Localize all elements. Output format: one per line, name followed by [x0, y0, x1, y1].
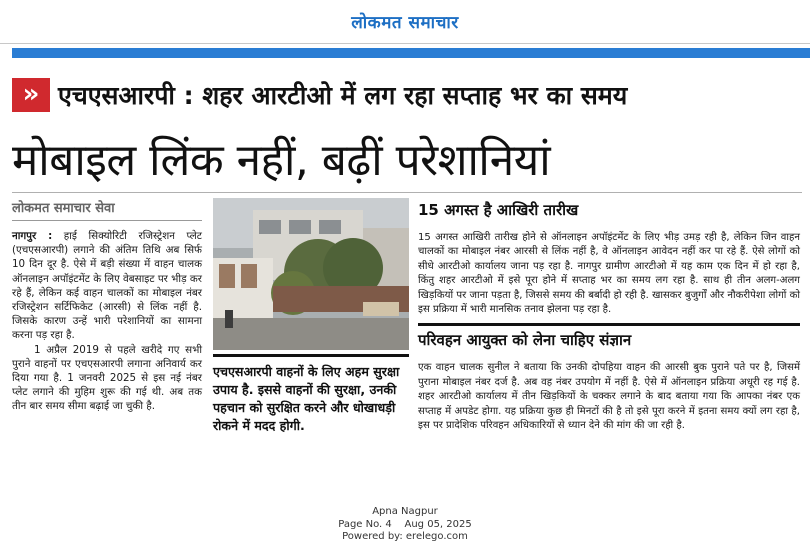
kicker — [12, 78, 802, 114]
masthead-title: लोकमत समाचार — [351, 13, 459, 33]
footer-edition: Apna Nagpur — [372, 506, 438, 517]
kicker-text: एचएसआरपी : शहर आरटीओ में लग रहा सप्ताह भर का समय — [58, 81, 628, 110]
headline: मोबाइल लिंक नहीं, बढ़ीं परेशानियां — [12, 135, 551, 186]
right-column — [418, 200, 800, 433]
left-para-1 — [12, 229, 202, 343]
subhead-deadline: 15 अगस्त है आखिरी तारीख — [418, 201, 579, 219]
right-para-2: एक वाहन चालक सुनील ने बताया कि उनकी दोपहिया वाहन की आरसी बुक पुराने पते पर है, जिसमें पुराना मोबाइल नंबर दर्ज है. अब वह नंबर उपयोग में नहीं है. ऐसे में ऑनलाइन प्रक्रिया अधूरी रह गई है. शहर आरटीओ कार्यालय में तीन खिड़कियों के चक्कर लगाने के बाद बताया गया कि आपका नंबर एक सप्ताह में अपडेट होगा. यह प्रक्रिया कुछ ही मिनटों की है तो इसे पूरा करने में इतना समय क्यों लग रहा है, इस पर प्रादेशिक परिवहन अधिकारियों से ध्यान देने की मांग की जा रही है. — [418, 362, 800, 432]
rto-office-photo — [213, 198, 409, 350]
subhead-transport-commissioner: परिवहन आयुक्त को लेना चाहिए संज्ञान — [418, 323, 800, 353]
dateline: नागपुर : — [12, 230, 53, 242]
left-body — [12, 229, 202, 414]
headline-divider — [12, 192, 802, 193]
left-para-1-text: हाई सिक्योरिटी रजिस्ट्रेशन प्लेट (एचएसआरपी) लगाने की अंतिम तिथि अब सिर्फ 10 दिन दूर है. ऐसे में बड़ी संख्या में वाहन चालक ऑनलाइन अपॉइंटमेंट के लिए वेबसाइट पर भीड़ कर रहे हैं, लेकिन कई वाहन चालकों का मोबाइल नंबर रजिस्ट्रेशन सर्टिफिकेट (आरसी) से लिंक नहीं है. जिसके कारण उन्हें भारी परेशानियों का सामना करना पड़ रहा है. — [12, 230, 202, 342]
blue-band — [12, 48, 810, 58]
left-column — [12, 198, 202, 414]
double-chevron-icon: » — [12, 78, 50, 112]
footer-powered-by: Powered by: erelego.com — [342, 531, 468, 542]
page-footer — [0, 506, 810, 544]
masthead-divider — [0, 43, 810, 44]
byline: लोकमत समाचार सेवा — [12, 198, 202, 221]
masthead — [0, 0, 810, 46]
footer-page-date: Page No. 4 Aug 05, 2025 — [338, 518, 472, 530]
pull-quote: एचएसआरपी वाहनों के लिए अहम सुरक्षा उपाय है. इससे वाहनों की सुरक्षा, उनकी पहचान को सुरक्षित करने और धोखाधड़ी रोकने में मदद होगी. — [213, 354, 409, 435]
left-para-2: 1 अप्रैल 2019 से पहले खरीदे गए सभी पुराने वाहनों पर एचएसआरपी लगाना अनिवार्य कर दिया गया है. 1 जनवरी 2025 से इस नई नंबर प्लेट लगाने की मुहिम शुरू की गई थी. अब तक तीन बार समय सीमा बढ़ाई जा चुकी है. — [12, 343, 202, 413]
right-para-1: 15 अगस्त आखिरी तारीख होने से ऑनलाइन अपॉइंटमेंट के लिए भीड़ उमड़ रही है, लेकिन जिन वाहन चालकों का मोबाइल नंबर आरसी से लिंक नहीं है, वे ऑनलाइन आवेदन नहीं कर पा रहे हैं. ऐसे लोगों को सीधे आरटीओ कार्यालय जाना पड़ रहा है. नागपुर ग्रामीण आरटीओ में यह काम एक दिन में हो रहा है, किंतु शहर आरटीओ में इसे पूरा होने में सप्ताह भर का समय लग रहा है. साथ ही तीन अलग-अलग खिड़कियों पर जाना पड़ता है, जिससे समय की बर्बादी हो रही है. खासकर बुजुर्गों और नौकरीपेशा लोगों को इस प्रक्रिया में भारी मानसिक तनाव झेलना पड़ रहा है. — [418, 232, 800, 316]
